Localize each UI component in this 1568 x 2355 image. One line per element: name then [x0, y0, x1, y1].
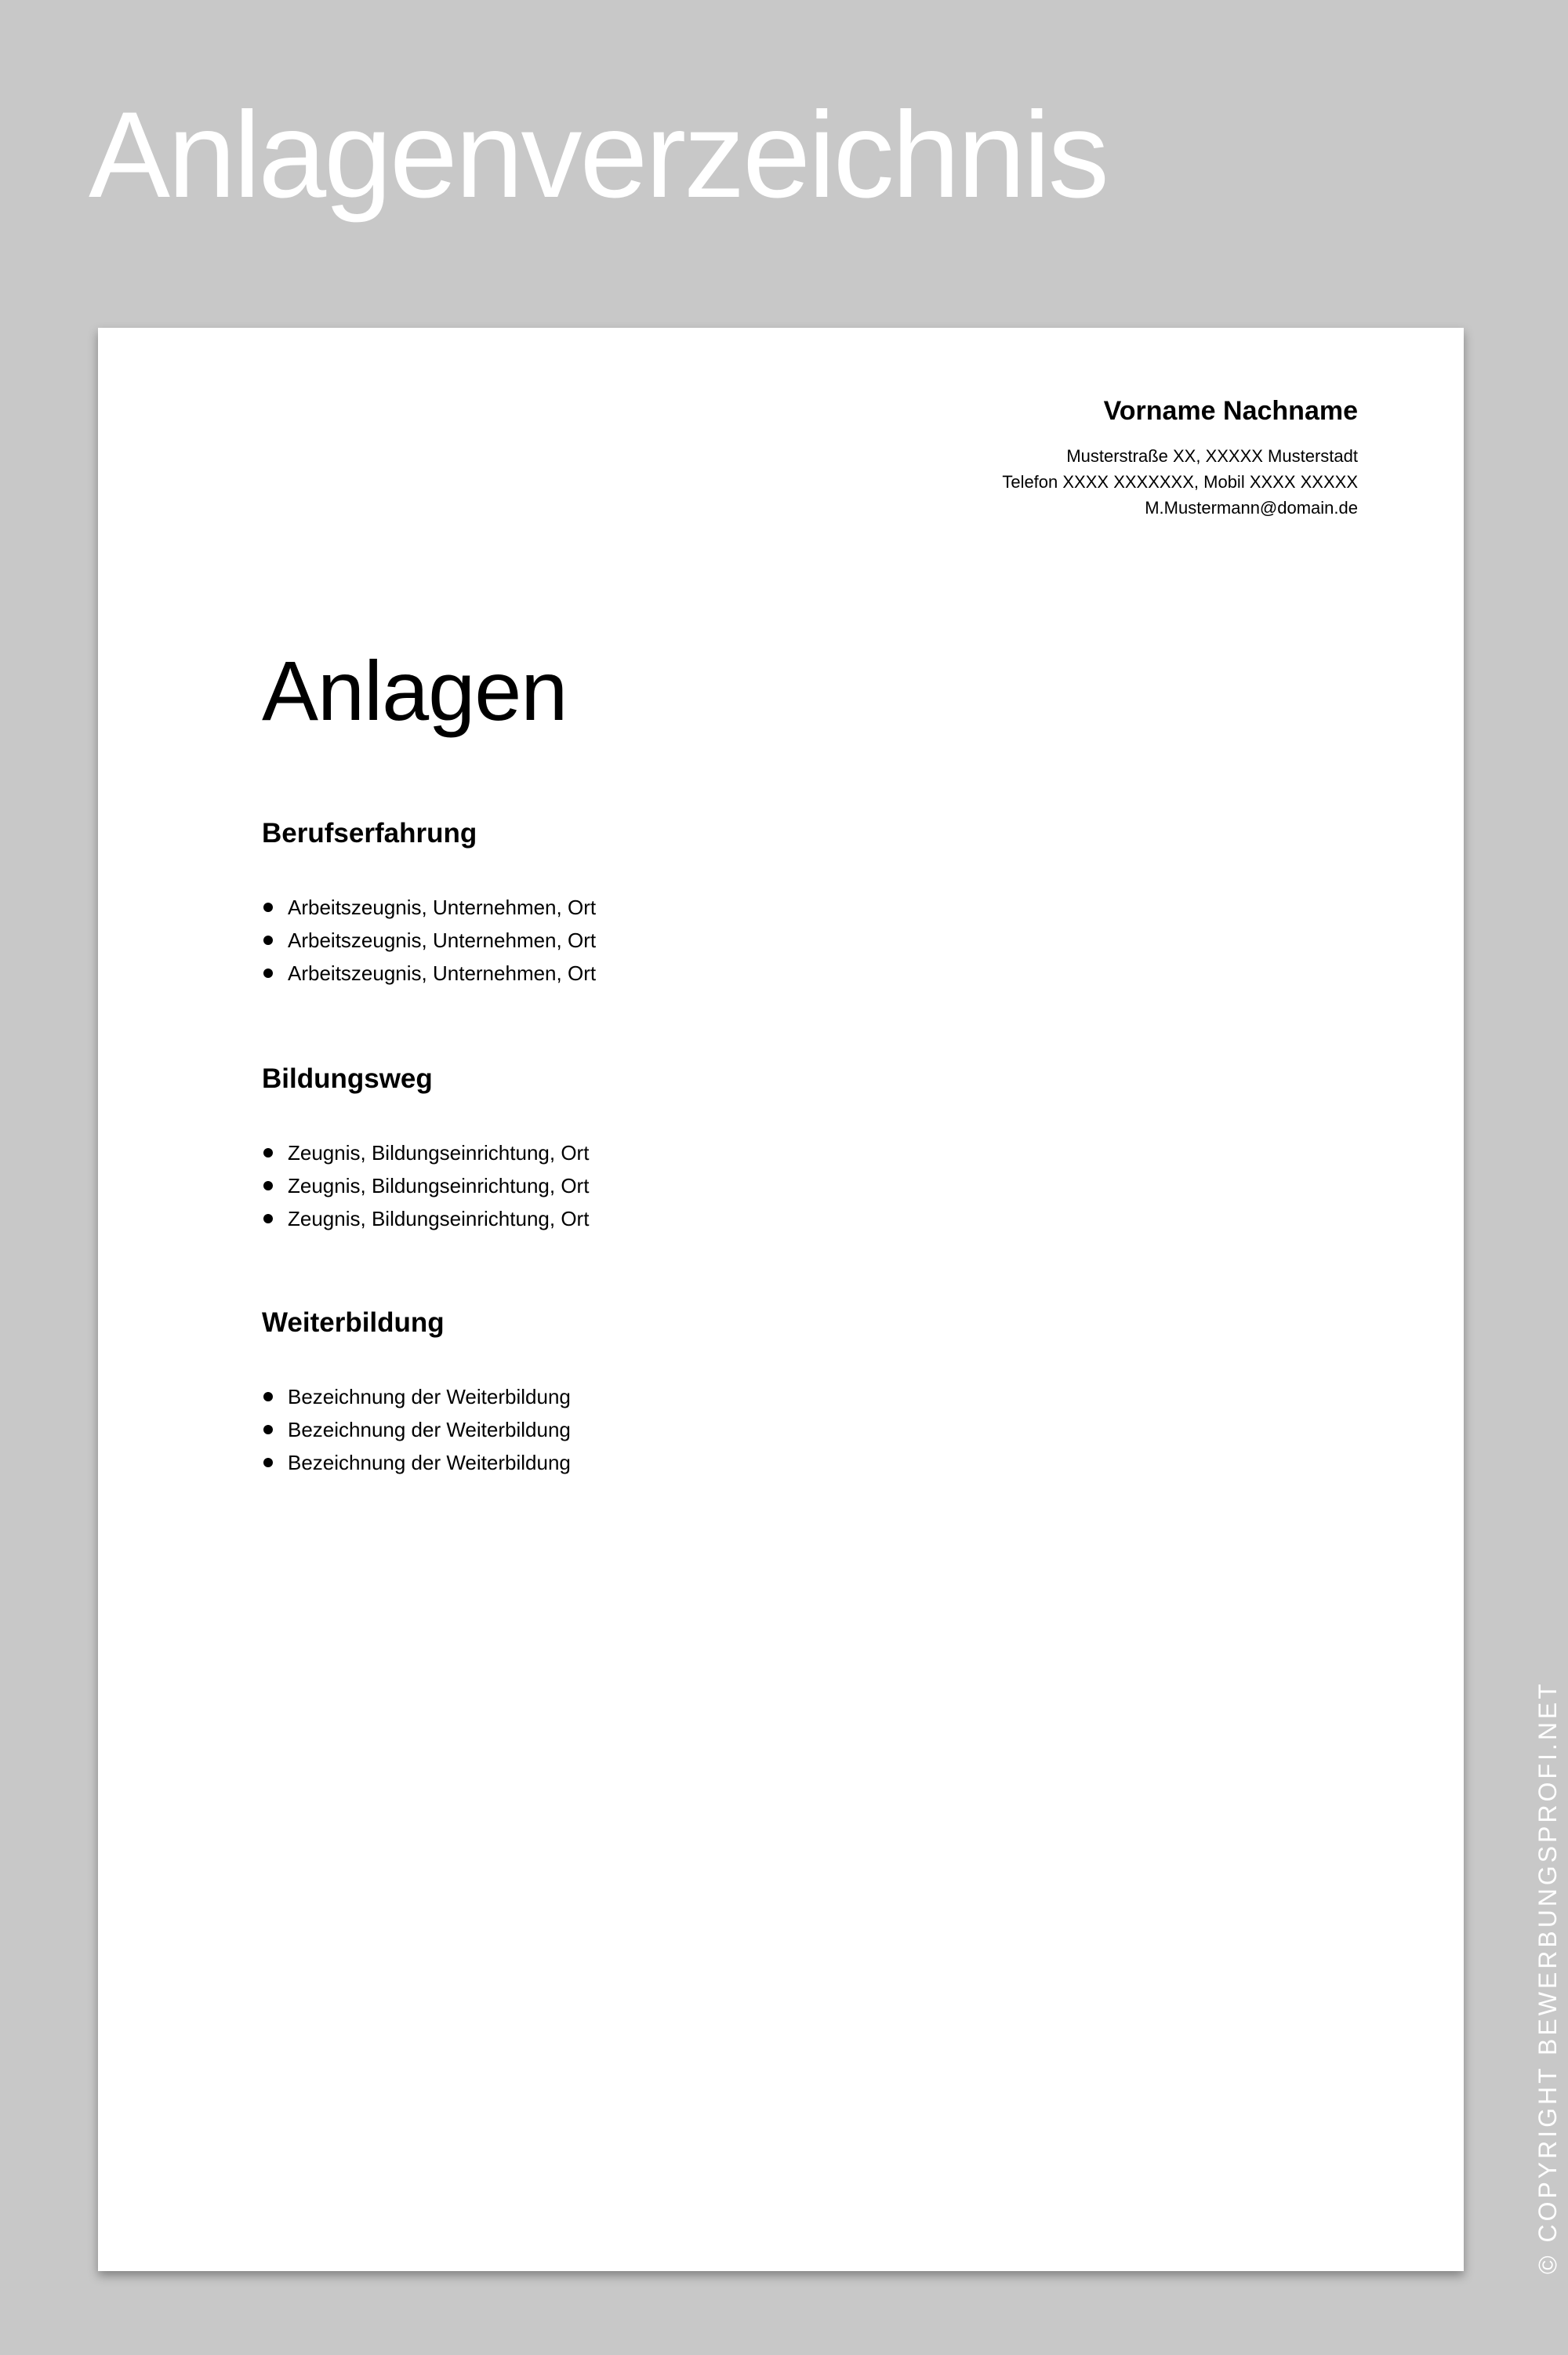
bullet-icon — [263, 903, 273, 912]
list-item — [262, 1169, 589, 1202]
section-heading: Berufserfahrung — [262, 818, 477, 849]
bullet-icon — [263, 1392, 273, 1401]
list-item — [262, 1380, 571, 1413]
section-heading: Weiterbildung — [262, 1307, 445, 1338]
sender-address: Musterstraße XX, XXXXX Musterstadt — [1066, 445, 1358, 466]
sender-phone: Telefon XXXX XXXXXXX, Mobil XXXX XXXXX — [1002, 471, 1358, 492]
list-item — [262, 957, 596, 990]
list-item-label: Bezeichnung der Weiterbildung — [288, 1385, 571, 1408]
bullet-icon — [263, 1181, 273, 1190]
bullet-icon — [263, 1458, 273, 1467]
bullet-icon — [263, 1425, 273, 1434]
list-item — [262, 1202, 589, 1235]
banner-title: Anlagenverzeichnis — [89, 87, 1107, 224]
list-item — [262, 924, 596, 957]
list-item — [262, 1413, 571, 1446]
list-item-label: Arbeitszeugnis, Unternehmen, Ort — [288, 961, 597, 985]
list-item-label: Zeugnis, Bildungseinrichtung, Ort — [288, 1141, 590, 1165]
list-item-label: Arbeitszeugnis, Unternehmen, Ort — [288, 896, 597, 919]
list-item — [262, 891, 596, 924]
bullet-icon — [263, 936, 273, 945]
section-bildungsweg — [262, 1063, 589, 1235]
bullet-icon — [263, 969, 273, 978]
section-heading: Bildungsweg — [262, 1063, 433, 1094]
section-weiterbildung — [262, 1307, 571, 1479]
document-title: Anlagen — [262, 643, 568, 738]
copyright-notice: © COPYRIGHT BEWERBUNGSPROFI.NET — [1534, 1681, 1562, 2274]
list-item-label: Arbeitszeugnis, Unternehmen, Ort — [288, 929, 597, 952]
list-item-label: Zeugnis, Bildungseinrichtung, Ort — [288, 1207, 590, 1230]
sender-name: Vorname Nachname — [1103, 396, 1358, 426]
attachment-list — [262, 1136, 589, 1235]
attachment-list — [262, 891, 596, 990]
section-berufserfahrung — [262, 817, 596, 990]
list-item-label: Zeugnis, Bildungseinrichtung, Ort — [288, 1174, 590, 1197]
attachment-list — [262, 1380, 571, 1479]
bullet-icon — [263, 1148, 273, 1158]
sender-email: M.Mustermann@domain.de — [1145, 497, 1358, 518]
document-page — [98, 328, 1464, 2271]
list-item — [262, 1136, 589, 1169]
list-item-label: Bezeichnung der Weiterbildung — [288, 1418, 571, 1441]
list-item — [262, 1446, 571, 1479]
sender-block — [1002, 395, 1358, 521]
bullet-icon — [263, 1214, 273, 1223]
list-item-label: Bezeichnung der Weiterbildung — [288, 1451, 571, 1474]
